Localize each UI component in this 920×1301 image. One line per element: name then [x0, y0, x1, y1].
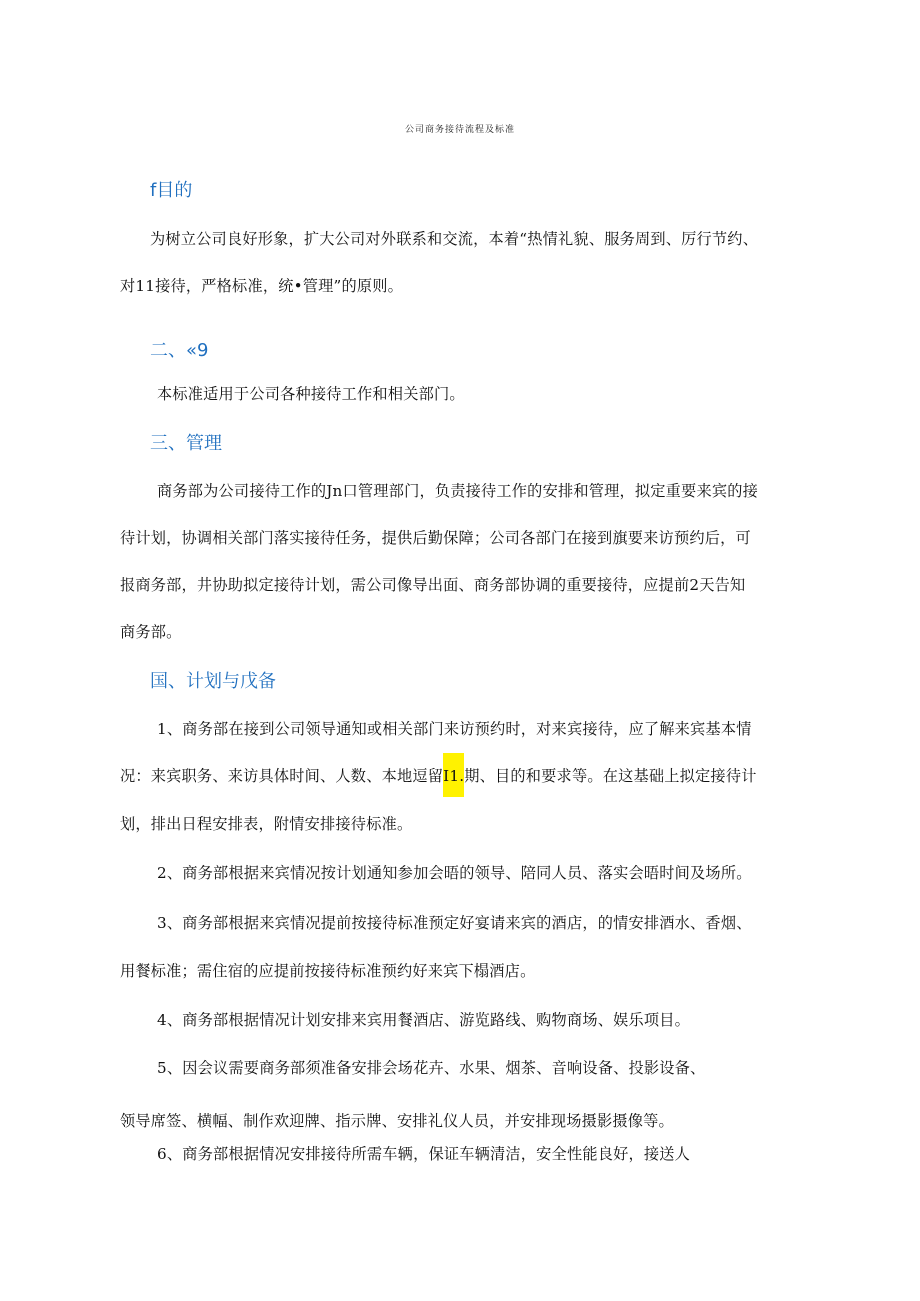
line-segment: 期、目的和要求等。在这基础上拟定接待计 — [464, 767, 757, 785]
paragraph-line: 领导席签、横幅、制作欢迎牌、指示牌、安排礼仪人员，并安排现场摄影摄像等。 — [120, 1112, 674, 1130]
section-heading-planning: 国、计划与戊备 — [150, 671, 276, 692]
paragraph-line: 3、商务部根据来宾情况提前按接待标准预定好宴请来宾的酒店，的情安排酒水、香烟、 — [157, 914, 752, 932]
document-title: 公司商务接待流程及标准 — [404, 125, 515, 135]
paragraph-line: 商务部为公司接待工作的Jn口管理部门，负责接待工作的安排和管理，拟定重要来宾的接 — [157, 482, 758, 500]
highlighted-text: I1. — [443, 753, 464, 797]
section-heading-management: 三、管理 — [150, 433, 222, 454]
section-heading-purpose: f目的 — [150, 180, 193, 201]
paragraph-line: 5、因会议需要商务部须准备安排会场花卉、水果、烟茶、音响设备、投影设备、 — [157, 1059, 706, 1077]
paragraph-line: 划，排出日程安排表，附情安排接待标准。 — [120, 815, 413, 833]
paragraph-line: 本标准适用于公司各种接待工作和相关部门。 — [157, 385, 465, 403]
paragraph-line: 待计划，协调相关部门落实接待任务，提供后勤保障；公司各部门在接到旗要来访预约后，可 — [120, 529, 751, 547]
section-heading-scope: 二、«9 — [150, 340, 209, 361]
paragraph-line: 1、商务部在接到公司领导通知或相关部门来访预约时，对来宾接待，应了解来宾基本情 — [157, 720, 752, 738]
paragraph-line: 对11接待，严格标准，统•管理”的原则。 — [120, 277, 404, 295]
paragraph-line-with-highlight — [120, 765, 757, 786]
paragraph-line: 为树立公司良好形象，扩大公司对外联系和交流，本着“热情礼貌、服务周到、厉行节约、 — [150, 230, 759, 248]
line-segment: 况：来宾职务、来访具体时间、人数、本地逗留 — [120, 767, 444, 785]
paragraph-line: 4、商务部根据情况计划安排来宾用餐酒店、游览路线、购物商场、娱乐项目。 — [157, 1011, 691, 1029]
paragraph-line: 6、商务部根据情况安排接待所需车辆，保证车辆清洁，安全性能良好，接送人 — [157, 1145, 691, 1163]
paragraph-line: 2、商务部根据来宾情况按计划通知参加会晤的领导、陪同人员、落实会晤时间及场所。 — [157, 864, 752, 882]
paragraph-line: 用餐标准；需住宿的应提前按接待标准预约好来宾下榻酒店。 — [120, 962, 536, 980]
paragraph-line: 报商务部，井协助拟定接待计划，需公司像导出面、商务部协调的重要接待，应提前2天告知 — [120, 576, 746, 594]
paragraph-line: 商务部。 — [120, 623, 182, 641]
